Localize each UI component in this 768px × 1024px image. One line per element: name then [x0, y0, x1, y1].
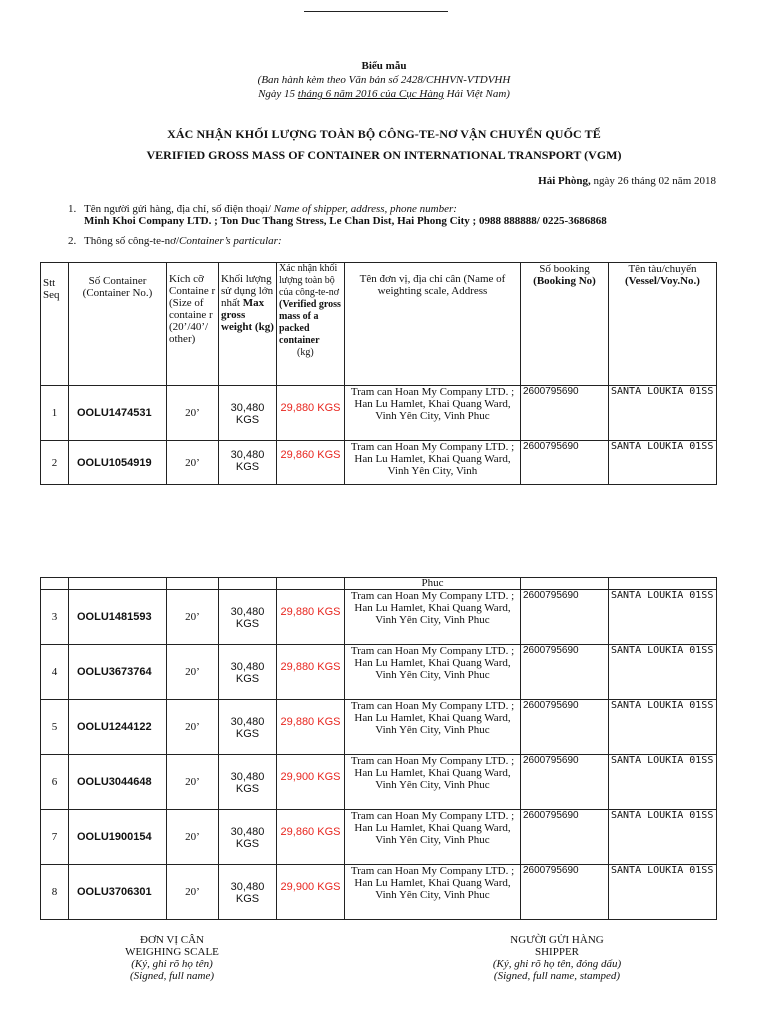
table-row [41, 865, 717, 920]
shipper-value: Minh Khoi Company LTD. ; Ton Duc Thang Stress, Le Chan Dist, Hai Phong City ; 0988 888888/ 0225-3686868 [84, 215, 607, 227]
cell-container: OOLU3673764 [69, 645, 167, 700]
header-maxw [219, 263, 277, 386]
header-vessel-vi: Tên tàu/chuyến [628, 263, 697, 275]
cell-size: 20’ [167, 700, 219, 755]
cell-vgm: 29,900 KGS [277, 865, 345, 920]
container-table-2 [40, 577, 717, 920]
cell-size: 20’ [167, 441, 219, 485]
cell-max-weight: 30,480 KGS [219, 645, 277, 700]
cell-size: 20’ [167, 865, 219, 920]
cell-seq: 3 [41, 590, 69, 645]
cell-vgm: 29,860 KGS [277, 441, 345, 485]
cell-max-weight: 30,480 KGS [219, 386, 277, 441]
header-vessel-en: (Vessel/Voy.No.) [625, 275, 700, 287]
section-2-label [68, 235, 282, 247]
cell-booking: 2600795690 [521, 441, 609, 485]
cell-empty [521, 578, 609, 590]
cell-container: OOLU1244122 [69, 700, 167, 755]
cell-container: OOLU1054919 [69, 441, 167, 485]
cell-seq: 5 [41, 700, 69, 755]
cell-seq: 8 [41, 865, 69, 920]
header-booking-en: (Booking No) [533, 275, 596, 287]
cell-scale: Tram can Hoan My Company LTD. ; Han Lu Hamlet, Khai Quang Ward, Vinh Yên City, Vinh Phuc [345, 755, 521, 810]
cell-scale: Tram can Hoan My Company LTD. ; Han Lu Hamlet, Khai Quang Ward, Vinh Yên City, Vinh Phuc [345, 700, 521, 755]
cell-container: OOLU1474531 [69, 386, 167, 441]
cell-booking: 2600795690 [521, 755, 609, 810]
header-vgm-vi: Xác nhận khối lượng toàn bộ của công-te-nơ [279, 263, 339, 298]
signature-shipper [452, 934, 662, 982]
sig-right-vi: NGƯỜI GỬI HÀNG [510, 934, 604, 946]
cell-booking: 2600795690 [521, 590, 609, 645]
table-row [41, 590, 717, 645]
issued-line-2b: tháng 6 năm 2016 của Cục Hàng [297, 88, 444, 100]
cell-seq: 2 [41, 441, 69, 485]
sig-right-note-vi: (Ký, ghi rõ họ tên, đóng dấu) [492, 958, 622, 970]
cell-max-weight: 30,480 KGS [219, 865, 277, 920]
cell-vgm: 29,880 KGS [277, 700, 345, 755]
cell-size: 20’ [167, 645, 219, 700]
sig-right-note-en: (Signed, full name, stamped) [493, 970, 621, 982]
cell-scale: Tram can Hoan My Company LTD. ; Han Lu Hamlet, Khai Quang Ward, Vinh Yên City, Vinh Phuc [345, 386, 521, 441]
cell-vessel: SANTA LOUKIA 01SS [609, 590, 717, 645]
cell-vgm: 29,880 KGS [277, 386, 345, 441]
cell-scale: Tram can Hoan My Company LTD. ; Han Lu Hamlet, Khai Quang Ward, Vinh Yên City, Vinh [345, 441, 521, 485]
header-vessel [609, 263, 717, 386]
cell-vgm: 29,900 KGS [277, 755, 345, 810]
section-2-num: 2. [68, 235, 77, 247]
title-en: VERIFIED GROSS MASS OF CONTAINER ON INTERNATIONAL TRANSPORT (VGM) [146, 148, 622, 162]
cell-max-weight: 30,480 KGS [219, 755, 277, 810]
cell-scale: Tram can Hoan My Company LTD. ; Han Lu Hamlet, Khai Quang Ward, Vinh Yên City, Vinh Phuc [345, 810, 521, 865]
cell-size: 20’ [167, 590, 219, 645]
issued-line-2c: Hải Việt Nam) [443, 88, 510, 100]
table-row [41, 441, 717, 485]
cell-seq: 4 [41, 645, 69, 700]
header-container: Số Container (Container No.) [69, 263, 167, 386]
cell-max-weight: 30,480 KGS [219, 590, 277, 645]
place-date-text: ngày 26 tháng 02 năm 2018 [590, 175, 716, 187]
place-date [538, 175, 716, 187]
table-row [41, 700, 717, 755]
cell-scale: Tram can Hoan My Company LTD. ; Han Lu Hamlet, Khai Quang Ward, Vinh Yên City, Vinh Phuc [345, 865, 521, 920]
top-rule [304, 11, 448, 12]
cell-empty [277, 578, 345, 590]
cell-scale: Tram can Hoan My Company LTD. ; Han Lu Hamlet, Khai Quang Ward, Vinh Yên City, Vinh Phuc [345, 645, 521, 700]
cell-booking: 2600795690 [521, 386, 609, 441]
table-row [41, 755, 717, 810]
header-booking [521, 263, 609, 386]
cell-size: 20’ [167, 386, 219, 441]
container-table-1 [40, 262, 717, 485]
header-vgm-unit: (kg) [297, 347, 314, 358]
section-2-label-vi: Thông số công-te-nơ/ [84, 235, 180, 247]
sig-right-en: SHIPPER [534, 946, 580, 958]
cell-vessel: SANTA LOUKIA 01SS [609, 700, 717, 755]
cell-empty [69, 578, 167, 590]
section-1-label-vi: Tên người gửi hàng, địa chỉ, số điện thoại/ [84, 203, 274, 215]
header-size: Kích cỡ Containe r (Size of containe r (20’/40’/ other) [167, 263, 219, 386]
sig-left-note-en: (Signed, full name) [129, 970, 214, 982]
cell-vessel: SANTA LOUKIA 01SS [609, 645, 717, 700]
cell-max-weight: 30,480 KGS [219, 441, 277, 485]
section-1-num: 1. [68, 203, 77, 215]
cell-container: OOLU3706301 [69, 865, 167, 920]
cell-container: OOLU1481593 [69, 590, 167, 645]
cell-size: 20’ [167, 810, 219, 865]
header-seq: Stt Seq [41, 263, 69, 386]
header-booking-vi: Số booking [539, 263, 590, 275]
cell-empty [167, 578, 219, 590]
cell-max-weight: 30,480 KGS [219, 810, 277, 865]
cell-empty [219, 578, 277, 590]
section-1-label-en: Name of shipper, address, phone number: [273, 203, 457, 215]
header-maxw-en: Max gross weight (kg) [221, 297, 274, 333]
issued-line-1: (Ban hành kèm theo Văn bản số 2428/CHHVN-VTDVHH [257, 74, 511, 86]
cell-vgm: 29,860 KGS [277, 810, 345, 865]
cell-booking: 2600795690 [521, 645, 609, 700]
cell-empty [609, 578, 717, 590]
cell-booking: 2600795690 [521, 810, 609, 865]
continued-row [41, 578, 717, 590]
sig-left-en: WEIGHING SCALE [125, 946, 219, 958]
cell-vessel: SANTA LOUKIA 01SS [609, 755, 717, 810]
header-maxw-vi: Khối lượng sử dụng lớn nhất [221, 273, 274, 309]
cell-booking: 2600795690 [521, 700, 609, 755]
sig-left-vi: ĐƠN VỊ CÂN [140, 934, 204, 946]
cell-vessel: SANTA LOUKIA 01SS [609, 386, 717, 441]
section-2-label-en: Container’s particular: [179, 235, 282, 247]
cell-empty [41, 578, 69, 590]
issued-line-2a: Ngày 15 [258, 88, 298, 100]
cell-scale-continued: Phuc [345, 578, 521, 590]
issued-line-2 [0, 88, 768, 100]
cell-seq: 6 [41, 755, 69, 810]
cell-container: OOLU3044648 [69, 755, 167, 810]
cell-vessel: SANTA LOUKIA 01SS [609, 865, 717, 920]
place-city: Hải Phòng, [538, 175, 591, 187]
sig-left-note-vi: (Ký, ghi rõ họ tên) [131, 958, 213, 970]
cell-booking: 2600795690 [521, 865, 609, 920]
cell-vessel: SANTA LOUKIA 01SS [609, 441, 717, 485]
cell-seq: 7 [41, 810, 69, 865]
cell-scale: Tram can Hoan My Company LTD. ; Han Lu Hamlet, Khai Quang Ward, Vinh Yên City, Vinh Phuc [345, 590, 521, 645]
section-1-label [68, 203, 457, 215]
cell-vessel: SANTA LOUKIA 01SS [609, 810, 717, 865]
cell-container: OOLU1900154 [69, 810, 167, 865]
table-row [41, 386, 717, 441]
cell-max-weight: 30,480 KGS [219, 700, 277, 755]
title-vi: XÁC NHẬN KHỐI LƯỢNG TOÀN BỘ CÔNG-TE-NƠ VẬN CHUYỂN QUỐC TẾ [167, 127, 601, 141]
signature-weighing-scale [92, 934, 252, 982]
cell-size: 20’ [167, 755, 219, 810]
cell-vgm: 29,880 KGS [277, 590, 345, 645]
table-row [41, 810, 717, 865]
header-scale: Tên đơn vị, địa chỉ cân (Name of weighting scale, Address [345, 263, 521, 386]
header-vgm [277, 263, 345, 386]
table-header-row [41, 263, 717, 386]
table-row [41, 645, 717, 700]
header-vgm-en: (Verified gross mass of a packed container [279, 299, 341, 346]
cell-seq: 1 [41, 386, 69, 441]
form-label: Biểu mẫu [361, 60, 407, 72]
cell-vgm: 29,880 KGS [277, 645, 345, 700]
